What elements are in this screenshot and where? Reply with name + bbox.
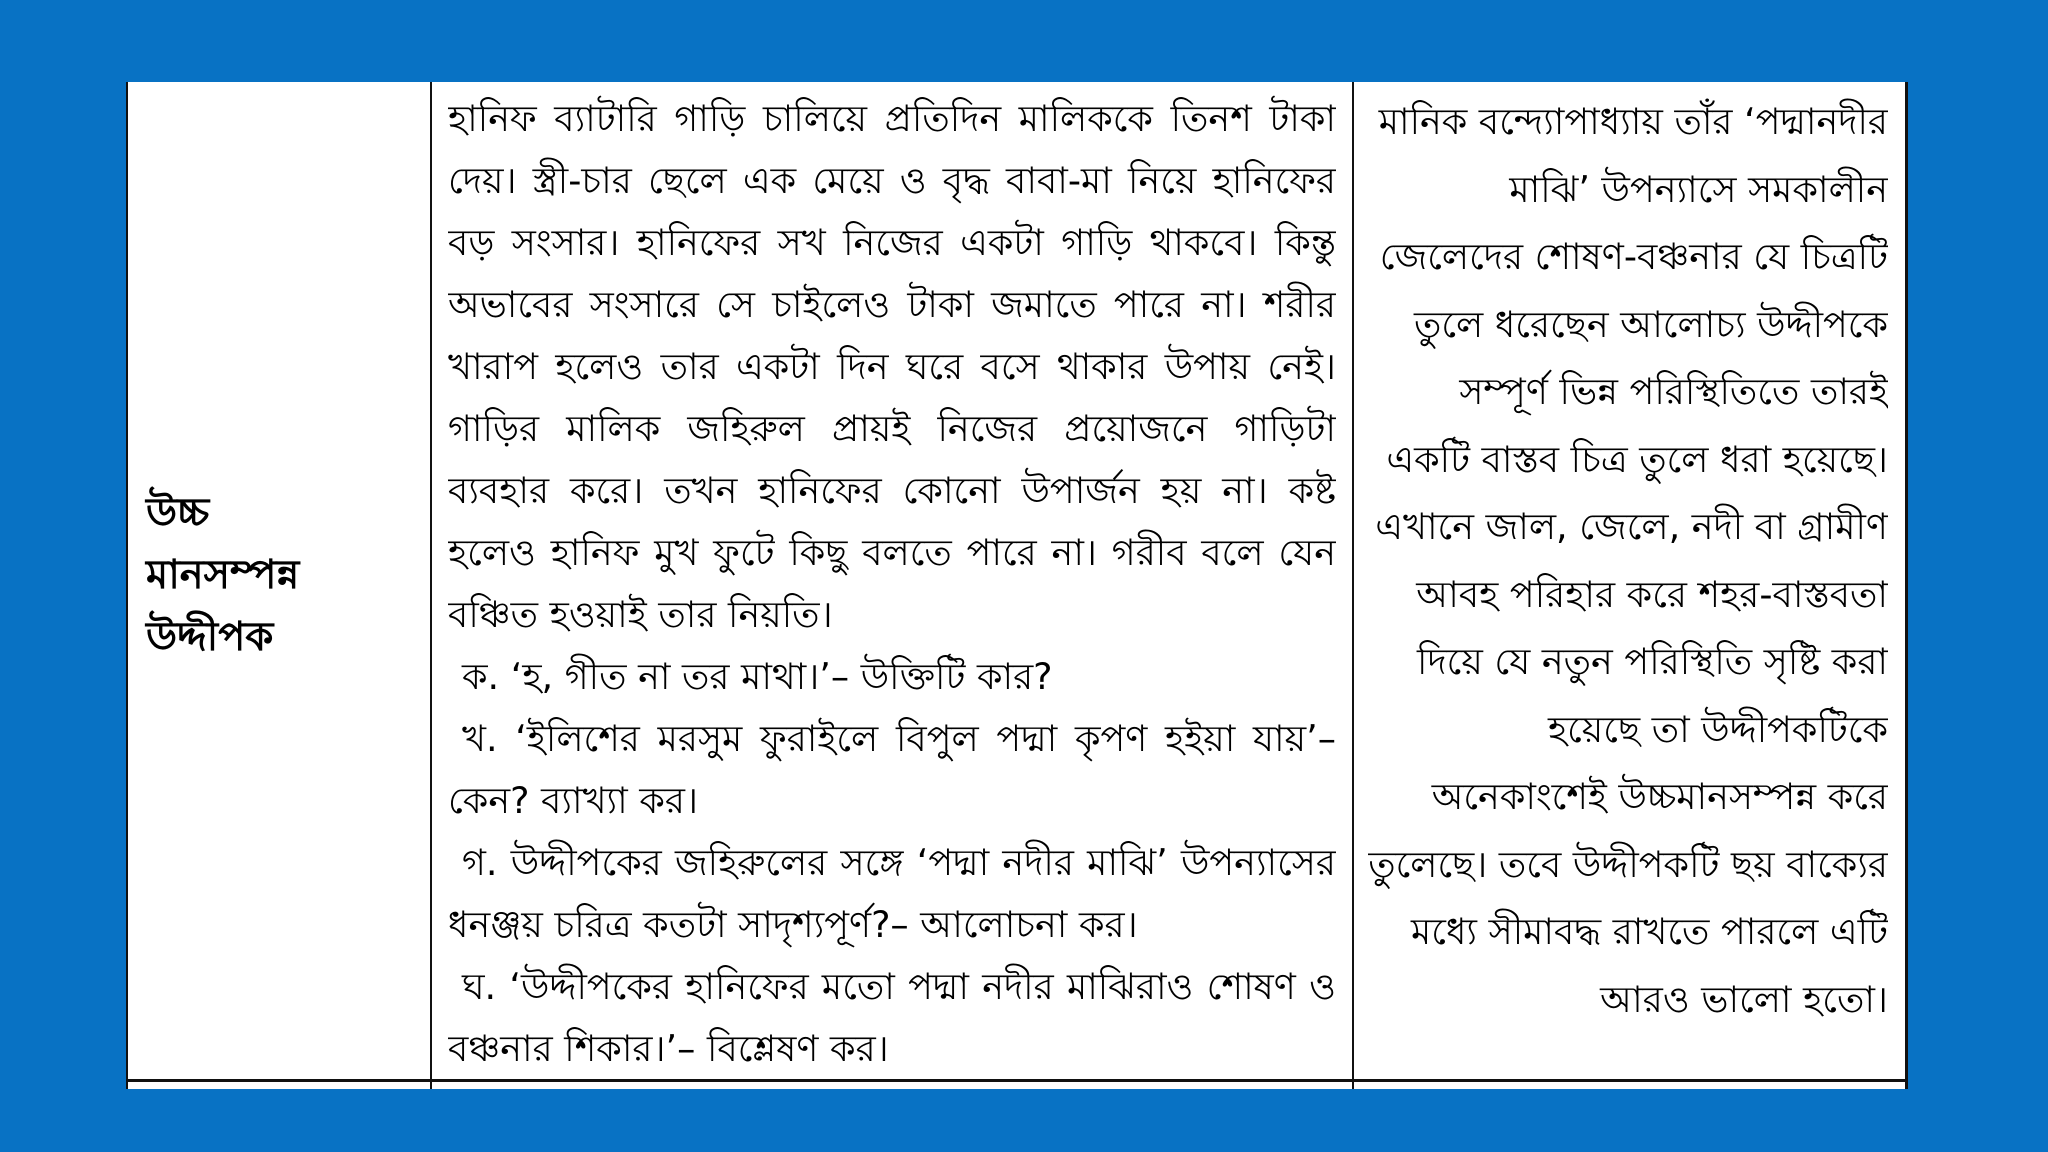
question-part-ka: ক. ‘হ, গীত না তর মাথা।’– উক্তিটি কার? (462, 655, 1053, 698)
question-part-gha: ঘ. ‘উদ্দীপকের হানিফের মতো পদ্মা নদীর মাঝিরাও শোষণ ও বঞ্চনার শিকার।’– বিশ্লেষণ কর। (448, 965, 1336, 1070)
quality-label-line: উচ্চ (146, 490, 210, 536)
evaluation-comment-cell (1368, 88, 1888, 1078)
column-divider (430, 82, 432, 1089)
question-part-kha: খ. ‘ইলিশের মরসুম ফুরাইলে বিপুল পদ্মা কৃপণ হইয়া যায়’– কেন? ব্যাখ্যা কর। (448, 717, 1336, 822)
quality-label-line: উদ্দীপক (146, 614, 274, 660)
comment-paragraph: মানিক বন্দ্যোপাধ্যায় তাঁর ‘পদ্মানদীর মাঝি’ উপন্যাসে সমকালীন জেলেদের শোষণ-বঞ্চনার যে চিত্রটি তুলে ধরেছেন আলোচ্য উদ্দীপকে সম্পূর্ণ ভিন্ন পরিস্থিতিতে তারই একটি বাস্তব চিত্র তুলে ধরা হয়েছে। (1378, 100, 1888, 481)
quality-label-cell (146, 482, 416, 668)
table-bottom-border (128, 1079, 1905, 1082)
quality-label-line: মানসম্পন্ন (146, 552, 300, 598)
stimulus-passage: হানিফ ব্যাটারি গাড়ি চালিয়ে প্রতিদিন মালিককে তিনশ টাকা দেয়। স্ত্রী-চার ছেলে এক মেয়ে ও বৃদ্ধ বাবা-মা নিয়ে হানিফের বড় সংসার। হানিফের সখ নিজের একটা গাড়ি থাকবে। কিন্তু অভাবের সংসারে সে চাইলেও টাকা জমাতে পারে না। শরীর খারাপ হলেও তার একটা দিন ঘরে বসে থাকার উপায় নেই। গাড়ির মালিক জহিরুল প্রায়ই নিজের প্রয়োজনে গাড়িটা ব্যবহার করে। তখন হানিফের কোনো উপার্জন হয় না। কষ্ট হলেও হানিফ মুখ ফুটে কিছু বলতে পারে না। গরীব বলে যেন বঞ্চিত হওয়াই তার নিয়তি। (448, 97, 1336, 636)
column-divider (1352, 82, 1354, 1089)
question-part-ga: গ. উদ্দীপকের জহিরুলের সঙ্গে ‘পদ্মা নদীর মাঝি’ উপন্যাসের ধনঞ্জয় চরিত্র কতটা সাদৃশ্যপূর্ণ?– আলোচনা কর। (448, 841, 1336, 946)
evaluation-table (126, 82, 1908, 1089)
comment-paragraph: এখানে জাল, জেলে, নদী বা গ্রামীণ আবহ পরিহার করে শহর-বাস্তবতা দিয়ে যে নতুন পরিস্থিতি সৃষ্টি করা হয়েছে তা উদ্দীপকটিকে অনেকাংশেই উচ্চমানসম্পন্ন করে তুলেছে। তবে উদ্দীপকটি ছয় বাক্যের মধ্যে সীমাবদ্ধ রাখতে পারলে এটি আরও ভালো হতো। (1368, 505, 1888, 1021)
creative-question-cell (448, 88, 1336, 1078)
